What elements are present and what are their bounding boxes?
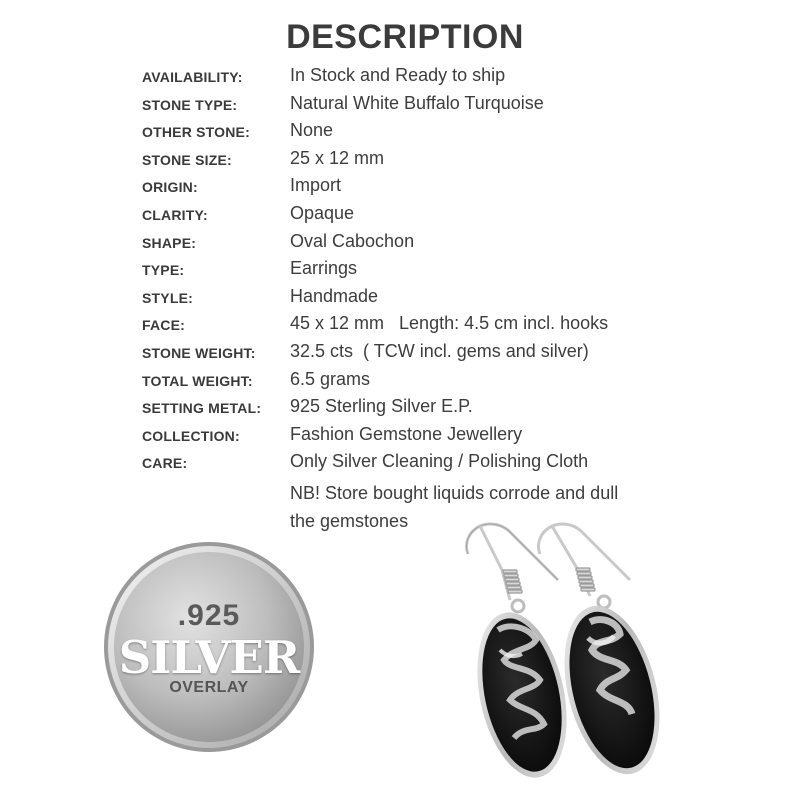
spec-row-style <box>142 283 762 311</box>
silver-overlay-badge <box>103 541 315 753</box>
earrings-product-image <box>440 510 660 795</box>
badge-subtitle: OVERLAY <box>169 679 249 696</box>
spec-row-stone-size <box>142 145 762 173</box>
spec-list <box>142 62 762 476</box>
spec-label: SETTING METAL: <box>142 400 262 417</box>
spec-row-collection <box>142 421 762 449</box>
spec-label: STYLE: <box>142 289 193 306</box>
spec-row-other-stone <box>142 117 762 145</box>
spec-label: TOTAL WEIGHT: <box>142 372 253 389</box>
spec-label: SHAPE: <box>142 234 197 251</box>
spec-label: STONE SIZE: <box>142 151 232 168</box>
spec-label: CARE: <box>142 455 188 472</box>
spec-value: Opaque <box>290 202 355 223</box>
spec-value: Only Silver Cleaning / Polishing Cloth <box>290 451 589 472</box>
spec-value: Earrings <box>290 258 358 279</box>
spec-row-total-weight <box>142 366 762 394</box>
spec-row-shape <box>142 228 762 256</box>
spec-value: 25 x 12 mm <box>290 147 385 168</box>
spec-row-clarity <box>142 200 762 228</box>
spec-value: 6.5 grams <box>290 368 371 389</box>
spec-label: COLLECTION: <box>142 427 240 444</box>
spec-label: AVAILABILITY: <box>142 69 243 85</box>
spec-row-stone-weight <box>142 338 762 366</box>
spec-value: Fashion Gemstone Jewellery <box>290 423 523 444</box>
badge-number: .925 <box>177 599 241 632</box>
spec-label: FACE: <box>142 317 185 334</box>
badge-word: SILVER <box>118 631 300 684</box>
spec-label: CLARITY: <box>142 206 208 223</box>
care-note-line2: the gemstones <box>290 511 409 531</box>
spec-row-stone-type <box>142 90 762 118</box>
spec-value: 925 Sterling Silver E.P. <box>290 396 473 417</box>
spec-row-care <box>142 448 762 476</box>
spec-label: TYPE: <box>142 262 185 279</box>
care-note-line1: NB! Store bought liquids corrode and dull <box>290 483 619 503</box>
spec-row-availability <box>142 62 762 90</box>
spec-value: 45 x 12 mm Length: 4.5 cm incl. hooks <box>290 313 609 334</box>
spec-value: 32.5 cts ( TCW incl. gems and silver) <box>290 340 589 361</box>
spec-row-origin <box>142 172 762 200</box>
spec-label: STONE TYPE: <box>142 96 238 113</box>
spec-value: Natural White Buffalo Turquoise <box>290 92 544 113</box>
spec-label: OTHER STONE: <box>142 124 250 141</box>
left-earring-icon <box>463 524 580 786</box>
spec-label: ORIGIN: <box>142 179 198 196</box>
spec-value: None <box>290 120 334 141</box>
spec-label: STONE WEIGHT: <box>142 344 256 361</box>
spec-row-setting-metal <box>142 393 762 421</box>
spec-row-type <box>142 255 762 283</box>
description-title: DESCRIPTION <box>286 18 524 56</box>
spec-value: Oval Cabochon <box>290 230 415 251</box>
spec-row-face <box>142 310 762 338</box>
spec-value: Import <box>290 175 342 196</box>
spec-value: Handmade <box>290 285 379 306</box>
spec-value: In Stock and Ready to ship <box>290 65 506 85</box>
